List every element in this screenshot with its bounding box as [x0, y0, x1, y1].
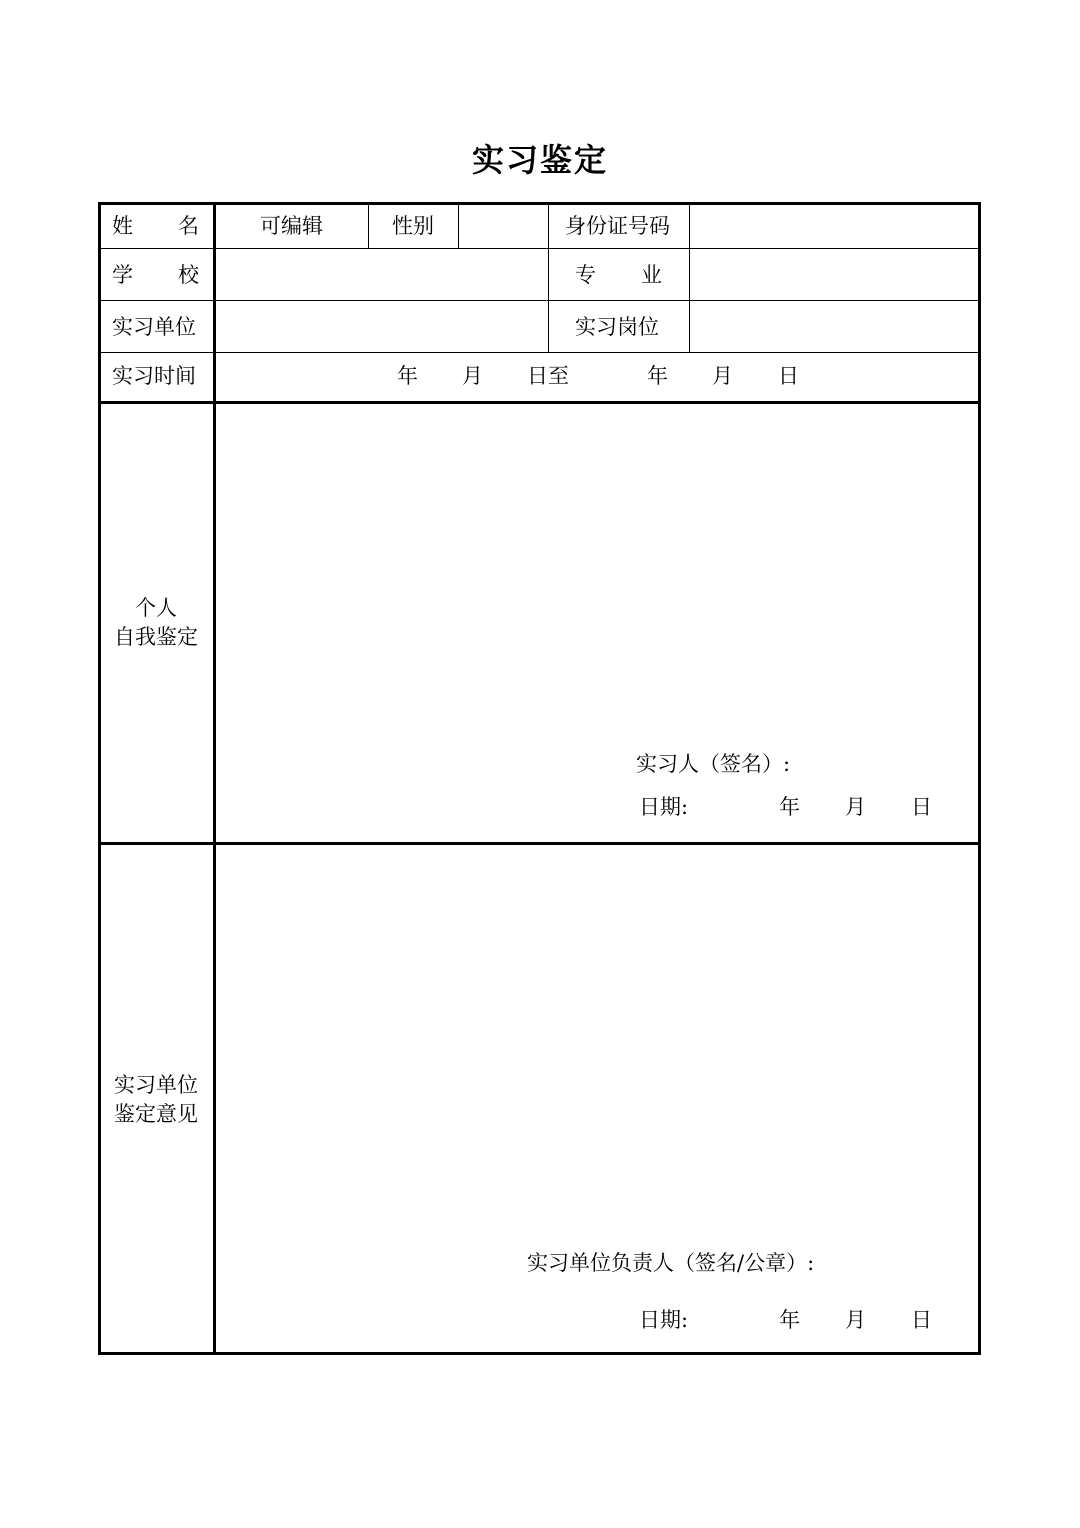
column-divider — [368, 202, 369, 248]
unit-field[interactable] — [218, 313, 544, 341]
gender-field[interactable] — [462, 212, 544, 240]
end-month-label: 月 — [712, 364, 733, 388]
end-day-label: 日 — [778, 364, 799, 388]
column-divider — [458, 202, 459, 248]
school-label-1: 学 — [112, 263, 133, 287]
name-label-1: 姓 — [112, 214, 133, 238]
end-year-label: 年 — [647, 364, 668, 388]
self-eval-label-line2: 自我鉴定 — [114, 625, 198, 649]
name-label-2: 名 — [178, 214, 199, 238]
major-label-2: 业 — [641, 263, 662, 287]
position-field[interactable] — [694, 313, 976, 341]
unit-eval-date-month: 月 — [845, 1308, 866, 1332]
self-eval-date-day: 日 — [911, 795, 932, 819]
time-label: 实习时间 — [112, 364, 196, 388]
id-number-field[interactable] — [694, 212, 976, 240]
unit-eval-date-label: 日期: — [639, 1308, 689, 1332]
start-month-label: 月 — [462, 364, 483, 388]
id-number-label: 身份证号码 — [565, 214, 670, 238]
row-divider — [98, 352, 981, 353]
position-label: 实习岗位 — [575, 315, 659, 339]
school-label-2: 校 — [178, 263, 199, 287]
unit-label: 实习单位 — [112, 315, 196, 339]
unit-eval-signer: 实习单位负责人（签名/公章）: — [527, 1251, 815, 1275]
gender-label: 性别 — [392, 214, 434, 238]
unit-eval-label-line1: 实习单位 — [114, 1073, 198, 1097]
self-eval-label-line1: 个人 — [135, 596, 177, 620]
start-day-to-label: 日至 — [527, 364, 569, 388]
row-divider — [98, 401, 981, 404]
row-divider — [98, 300, 981, 301]
column-divider — [548, 202, 549, 352]
page-title: 实习鉴定 — [471, 141, 608, 179]
column-divider — [213, 202, 216, 1355]
name-field[interactable]: 可编辑 — [260, 214, 323, 238]
unit-eval-date-day: 日 — [911, 1308, 932, 1332]
column-divider — [689, 202, 690, 352]
self-eval-date-year: 年 — [779, 795, 800, 819]
unit-eval-date-year: 年 — [779, 1308, 800, 1332]
unit-eval-text-area[interactable] — [220, 852, 975, 1232]
major-label-1: 专 — [575, 263, 596, 287]
self-eval-date-month: 月 — [845, 795, 866, 819]
row-divider — [98, 842, 981, 845]
self-eval-text-area[interactable] — [220, 410, 975, 740]
self-eval-date-label: 日期: — [639, 795, 689, 819]
unit-eval-label-line2: 鉴定意见 — [114, 1102, 198, 1126]
row-divider — [98, 248, 981, 249]
major-field[interactable] — [694, 261, 976, 289]
self-eval-signer: 实习人（签名）: — [636, 752, 791, 776]
school-field[interactable] — [218, 261, 544, 289]
start-year-label: 年 — [397, 364, 418, 388]
